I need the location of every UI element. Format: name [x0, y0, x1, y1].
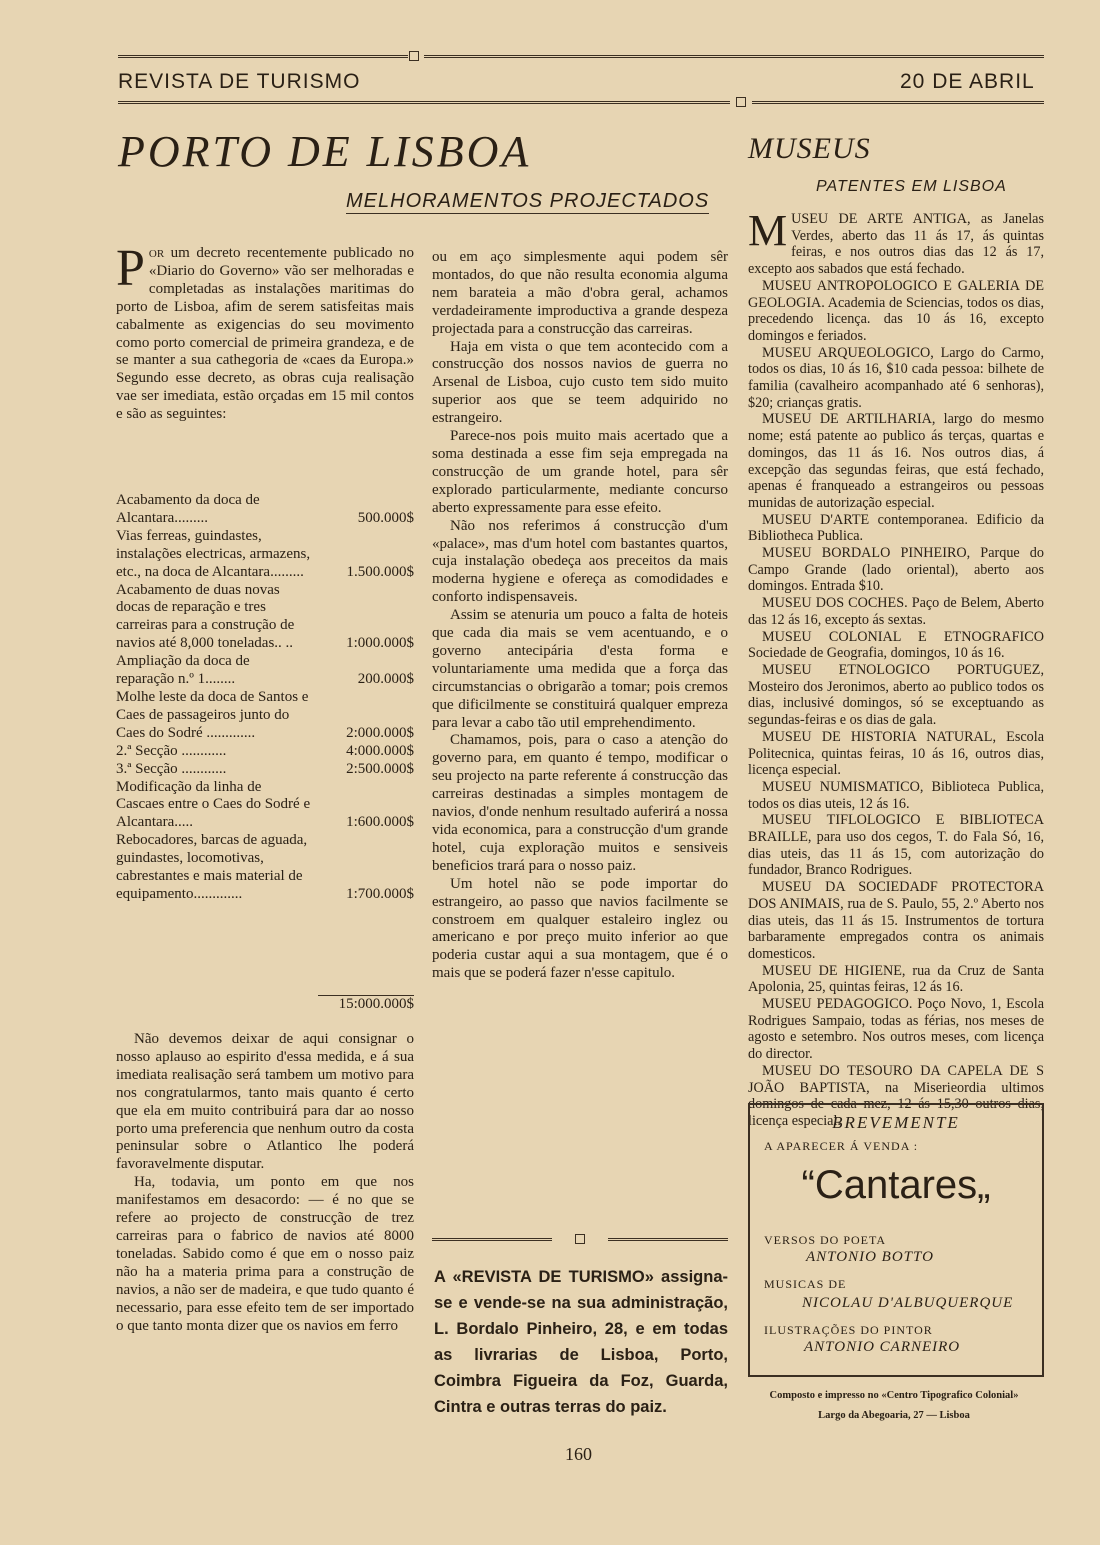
ornament-square: [409, 51, 419, 61]
magazine-title: REVISTA DE TURISMO: [118, 70, 361, 93]
imprint-line-1: Composto e impresso no «Centro Tipografico Colonial»: [769, 1390, 1019, 1401]
issue-date: 20 DE ABRIL: [900, 70, 1035, 93]
paragraph: Um hotel não se pode importar do estrangeiro, ao passo que navios facilmente se constroem em qualquer estaleiro inglez ou americano e por preço muito inferior ao que poderia custar aqui a sua montagem, que é o mais que se poderá fazer n'esse capitulo.: [432, 875, 728, 982]
museum-entry: MUSEU D'ARTE contemporanea. Edificio da Bibliotheca Publica.: [748, 511, 1044, 545]
museum-entry: MUSEU ARQUEOLOGICO, Largo do Carmo, todos os dias, 10 ás 16, $10 cada pessoa: bilhete de familia (cavalheiro acompanhado até 6 senhoras), $20; crianças gratis.: [748, 344, 1044, 411]
museus-title: MUSEUS: [748, 132, 871, 165]
section-divider: [432, 1233, 728, 1247]
paragraph: Chamamos, pois, para o caso a atenção do governo para, em quanto é tempo, modificar o seu projecto na parte referente á construcção das carreiras destinadas a simples montagem de navios, d'onde nenhum resultado auferirá a nossa vida economica, para a construcção d'um grande hotel, cuja exploração muitos e sensiveis beneficios trará para o nosso paiz.: [432, 732, 728, 874]
budget-total: 15:000.000$: [318, 995, 414, 1013]
paragraph: Assim se atenuria um pouco a falta de hoteis que cada dia mais se vem acentuando, e o governo antecipária d'esta forma e voluntariamente uma medida que a força das circumstancias o obrigarão a tomar; pois cremos que dificilmente se constituirá qualquer empreza para levar a cabo tão util emprehendimento.: [432, 607, 728, 731]
intro-smallcaps: or: [148, 245, 165, 261]
budget-item: Rebocadores, barcas de aguada, guindastes, locomotivas, cabrestantes e mais material de equipamento............. 1:700.000$: [116, 832, 414, 902]
ornament-square: [575, 1234, 585, 1244]
header-rule-top-left: [118, 55, 408, 58]
museum-entry: MUSEU ANTROPOLOGICO E GALERIA DE GEOLOGIA. Academia de Sciencias, todos os dias, precedendo licença. das 10 ás 16, excepto domingos e feriados.: [748, 277, 1044, 344]
ad-aparecer: A APARECER Á VENDA :: [764, 1139, 919, 1153]
museum-entry: MUSEU TIFLOLOGICO E BIBLIOTECA BRAILLE, para uso dos cegos, T. do Fala Só, 16, dias uteis, das 11 ás 15, com autorização do fundador, Branco Rodrigues.: [748, 812, 1044, 879]
paragraph: ou em aço simplesmente aqui podem sêr montados, do que não resulta economia alguma nem barateia a mão d'obra geral, achamos verdadeiramente improductiva a grande despeza projectada para a construcção das carreiras.: [432, 249, 728, 337]
museum-entry: MUSEU DE ARTE ANTIGA, as Janelas Verdes, aberto das 11 ás 17, ás quintas feiras, e nos outros dias das 12 ás 17, excepto aos sabados que está fechado.: [748, 206, 1044, 278]
museum-entry: MUSEU COLONIAL E ETNOGRAFICO Sociedade de Geografia, domingos, 10 ás 16.: [748, 628, 1044, 662]
drop-cap: P: [116, 240, 145, 297]
museum-entry: MUSEU DE ARTILHARIA, largo do mesmo nome; está patente ao publico ás terças, quartas e domingos, das 11 ás 16. Nos outros dias, á excepção das segundas feiras, que está fechado, apenas é franqueado a estrangeiros ou pessoas munidas de autorização especial.: [748, 411, 1044, 511]
budget-item: Acabamento da doca de Alcantara......... 500.000$: [116, 492, 414, 526]
ad-book-title: “Cantares„: [801, 1163, 991, 1207]
museum-entry: MUSEU DO TESOURO DA CAPELA DE S JOÃO BAPTISTA, na Miserieordia ultimos domingos de cada mez, 12 ás 15,30 outros dias, licença especial.: [748, 1062, 1044, 1129]
header-rule-top-right: [424, 55, 1044, 58]
museum-entry: MUSEU DA SOCIEDADF PROTECTORA DOS ANIMAIS, rua de S. Paulo, 55, 2.º Aberto nos dias uteis, das 11 ás 15. Instrumentos de tortura barbaramente empregados contra os animais domesticos.: [748, 879, 1044, 962]
museum-entry: MUSEU ETNOLOGICO PORTUGUEZ, Mosteiro dos Jeronimos, aberto ao publico todos os dias, inclusivé domingos, só se exceptuando as segundas-feiras e os dias de gala.: [748, 661, 1044, 729]
museum-entry: MUSEU DE HISTORIA NATURAL, Escola Politecnica, quintas feiras, 10 ás 16, outros dias, licença especial.: [748, 728, 1044, 779]
budget-item: Ampliação da doca de reparação n.º 1........ 200.000$: [116, 653, 414, 688]
budget-list: [116, 492, 414, 904]
page-number: 160: [565, 1444, 592, 1464]
drop-cap: M: [748, 206, 788, 255]
paragraph: Haja em vista o que tem acontecido com a construcção dos nossos navios de guerra no Arsenal de Lisboa, cujo custo tem sido muito superior aos que se teem adquirido no estrangeiro.: [432, 338, 728, 427]
ad-ilustr-name: ANTONIO CARNEIRO: [804, 1339, 961, 1355]
budget-item: Vias ferreas, guindastes, instalações electricas, armazens, etc., na doca de Alcantara......... 1.500.000$: [116, 527, 414, 580]
intro-text: um decreto recentemente publicado no «Diario do Governo» vão ser melhoradas e completadas as instalações maritimas do porto de Lisboa, afim de serem satisfeitas mais cabalmente as exigencias do seu movimento como porto comercial de primeira grandeza, e de se manter a sua cathegoria de «caes da Europa.» Segundo esse decreto, as obras cuja realisação vae ser imediata, estão orçadas em 15 mil contos e são as seguintes:: [116, 245, 414, 423]
ad-versos-name: ANTONIO BOTTO: [806, 1249, 934, 1265]
ad-brevemente: BREVEMENTE: [832, 1113, 960, 1132]
ornament-square: [736, 97, 746, 107]
museum-entry: MUSEU NUMISMATICO, Biblioteca Publica, todos os dias uteis, 12 ás 16.: [748, 778, 1044, 812]
paragraph: Ha, todavia, um ponto em que nos manifestamos em desacordo: — é no que se refere ao projecto de construcção de trez carreiras para o fabrico de navios até 8000 toneladas. Sabido como é que em o nosso paiz não ha a materia prima para a construção de navios, a não ser de madeira, e que tudo quanto é necessario, para esse efeito tem de ser importado o que tanto monta dizer que os navios em ferro: [116, 1174, 414, 1334]
budget-item: 2.ª Secção ............ 4:000.000$: [116, 742, 414, 759]
subscription-notice: A «REVISTA DE TURISMO» assigna-se e vende-se na sua administração, L. Bordalo Pinheiro, 28, e em todas as livrarias de Lisboa, Porto, Coimbra Figueira da Foz, Guarda, Cintra e outras terras do paiz.: [434, 1268, 728, 1416]
paragraph: Não devemos deixar de aqui consignar o nosso aplauso ao espirito d'essa medida, e á sua imediata realisação será tambem um motivo para nos congratularmos, tanto mais quanto é certo que ela em muito contribuirá para dar ao nosso porto uma preferencia que nenhum outro da costa peninsular sobre o Atlantico lhe poderá favoravelmente disputar.: [116, 1031, 414, 1173]
budget-item: Modificação da linha de Cascaes entre o Caes do Sodré e Alcantara..... 1:600.000$: [116, 778, 414, 831]
museum-entry: MUSEU DE HIGIENE, rua da Cruz de Santa Apolonia, 25, quintas feiras, 12 ás 16.: [748, 962, 1044, 996]
ad-versos-label: VERSOS DO POETA: [764, 1233, 887, 1247]
ad-musicas-name: NICOLAU D'ALBUQUERQUE: [802, 1295, 1014, 1311]
printer-imprint: [748, 1386, 1040, 1426]
article-title: PORTO DE LISBOA: [118, 127, 532, 176]
museus-subtitle: PATENTES EM LISBOA: [816, 178, 1007, 195]
museum-entry: MUSEU DOS COCHES. Paço de Belem, Aberto das 12 ás 16, excepto ás sextas.: [748, 595, 1044, 628]
article-subtitle: MELHORAMENTOS PROJECTADOS: [346, 190, 710, 212]
budget-item: Molhe leste da doca de Santos e Caes de passageiros junto do Caes do Sodré ............. 2:000.000$: [116, 688, 414, 741]
museus-list: [748, 206, 1044, 1130]
paragraph: Parece-nos pois muito mais acertado que a soma destinada a esse fim seja empregada na construcção de um grande hotel, para sêr explorado particularmente, mediante concurso aberto expressamente para esse efeito.: [432, 428, 728, 516]
ad-musicas-label: MUSICAS DE: [764, 1277, 847, 1291]
article-column-1-continued: [116, 1031, 414, 1335]
budget-item: Acabamento de duas novas docas de reparação e tres carreiras para a construção de navios até 8,000 toneladas.. .. 1:000.000$: [116, 581, 414, 652]
header-rule-bottom-left: [118, 101, 730, 104]
article-column-1: [116, 240, 414, 424]
ad-ilustr-label: ILUSTRAÇÕES DO PINTOR: [764, 1323, 933, 1337]
cantares-advertisement: [748, 1103, 1044, 1377]
imprint-line-2: Largo da Abegoaria, 27 — Lisboa: [818, 1410, 970, 1421]
header-rule-bottom-right: [752, 101, 1044, 104]
museum-entry: MUSEU BORDALO PINHEIRO, Parque do Campo Grande (lado oriental), aberto aos domingos. Entrada $10.: [748, 545, 1044, 595]
paragraph: Não nos referimos á construcção d'um «palace», mas d'um hotel com bastantes quartos, cuja instalação obedeça aos preceitos da mais moderna hygiene e ofereça as comodidades e conforto indispensaveis.: [432, 517, 728, 606]
article-column-2: [432, 249, 728, 983]
budget-item: 3.ª Secção ............ 2:500.000$: [116, 760, 414, 777]
article-intro: [116, 240, 414, 424]
museum-entry: MUSEU PEDAGOGICO. Poço Novo, 1, Escola Rodrigues Sampaio, todas as férias, nos meses de agosto e setembro. Nos outros meses, com licença do director.: [748, 996, 1044, 1063]
